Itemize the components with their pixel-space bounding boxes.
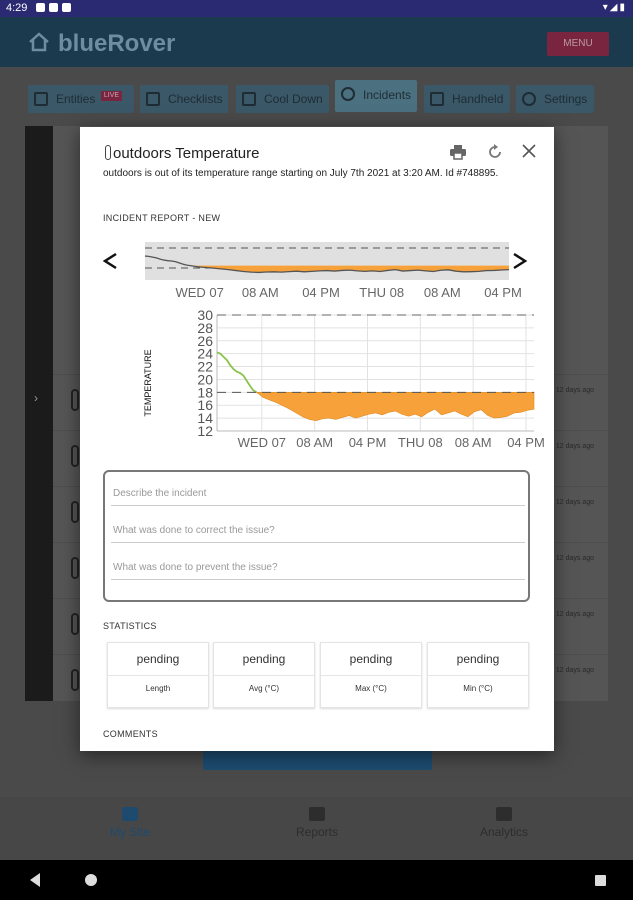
- y-tick-label: 28: [197, 319, 213, 336]
- bottom-nav: [0, 797, 633, 860]
- statistics-label: STATISTICS: [103, 621, 157, 631]
- system-status-icons: ▾◢▮: [602, 2, 627, 13]
- out-of-range-area: [257, 392, 534, 420]
- stat-card-min: [427, 642, 529, 708]
- y-tick-label: 12: [197, 423, 213, 439]
- nav-reports[interactable]: [257, 807, 377, 839]
- dialog-title: outdoors Temperature: [113, 145, 260, 162]
- refresh-icon[interactable]: [487, 144, 503, 160]
- thermometer-icon: [71, 389, 79, 411]
- navigator-x-tick-label: WED 07: [175, 285, 224, 300]
- stat-value: pending: [456, 652, 500, 666]
- navigator-x-tick-label: 04 PM: [484, 285, 522, 300]
- home-button-icon[interactable]: [85, 874, 97, 886]
- tab-label: Entities: [56, 92, 96, 106]
- nav-label: Analytics: [479, 825, 529, 839]
- list-item-time: 12 days ago: [555, 555, 594, 562]
- y-tick-label: 24: [197, 345, 213, 362]
- tab-incidents[interactable]: [335, 80, 417, 112]
- tab-label: Incidents: [363, 88, 412, 102]
- stat-value: pending: [349, 652, 393, 666]
- prevention-input[interactable]: What was done to prevent the issue?: [111, 550, 525, 580]
- home-icon: [122, 807, 138, 821]
- system-nav-bar: [0, 860, 633, 900]
- x-tick-label: WED 07: [237, 435, 287, 450]
- snowflake-icon: [242, 92, 256, 106]
- chart-navigator[interactable]: [105, 239, 525, 304]
- navigator-x-tick-label: 08 AM: [423, 285, 461, 300]
- thermometer-icon: [105, 145, 111, 160]
- y-axis-label: TEMPERATURE: [143, 349, 153, 417]
- gear-icon: [522, 92, 536, 106]
- close-icon[interactable]: [522, 144, 536, 158]
- handheld-icon: [430, 92, 444, 106]
- status-time: 4:29: [6, 2, 28, 14]
- x-tick-label: 04 PM: [507, 435, 545, 450]
- tab-handheld[interactable]: [424, 85, 510, 113]
- status-bar: [0, 0, 633, 17]
- thermometer-icon: [71, 613, 79, 635]
- tab-label: Settings: [544, 92, 588, 106]
- nav-analytics[interactable]: [444, 807, 564, 839]
- thermometer-icon: [71, 445, 79, 467]
- incident-form: [103, 470, 530, 602]
- navigator-x-tick-label: 08 AM: [241, 285, 279, 300]
- app-header: [0, 17, 633, 67]
- tab-checklists[interactable]: [140, 85, 228, 113]
- stat-label: Avg (°C): [248, 684, 280, 693]
- tab-label: Handheld: [452, 92, 504, 106]
- stat-value: pending: [242, 652, 286, 666]
- chevron-right-icon[interactable]: [514, 254, 525, 268]
- list-item-time: 12 days ago: [555, 499, 594, 506]
- print-icon[interactable]: [450, 145, 466, 159]
- back-icon[interactable]: [30, 873, 40, 887]
- sidebar-collapsed[interactable]: [25, 126, 53, 701]
- stat-label: Max (°C): [355, 684, 387, 693]
- navigator-x-tick-label: THU 08: [359, 285, 405, 300]
- stat-label: Min (°C): [463, 684, 493, 693]
- correction-input[interactable]: What was done to correct the issue?: [111, 513, 525, 543]
- y-tick-label: 18: [197, 384, 213, 401]
- list-item-time: 12 days ago: [555, 611, 594, 618]
- app-logo: blueRover: [58, 30, 176, 57]
- alert-icon: [341, 87, 355, 101]
- chart-icon: [496, 807, 512, 821]
- temperature-chart: [104, 307, 545, 459]
- y-tick-label: 22: [197, 358, 213, 375]
- x-tick-label: THU 08: [397, 435, 443, 450]
- x-tick-label: 08 AM: [296, 435, 334, 450]
- tab-bar: [0, 80, 633, 116]
- report-label: INCIDENT REPORT - NEW: [103, 213, 221, 223]
- list-item-time: 12 days ago: [555, 667, 594, 674]
- home-icon[interactable]: [28, 31, 50, 53]
- x-tick-label: 04 PM: [348, 435, 387, 450]
- incident-dialog: [80, 127, 554, 751]
- x-tick-label: 08 AM: [454, 435, 492, 450]
- thermometer-icon: [71, 669, 79, 691]
- tab-label: Cool Down: [264, 92, 323, 106]
- thermometer-icon: [71, 501, 79, 523]
- in-range-line: [217, 352, 257, 392]
- nav-label: Reports: [295, 825, 339, 839]
- stat-card-avg: [213, 642, 315, 708]
- y-tick-label: 20: [197, 371, 213, 388]
- y-tick-label: 16: [197, 397, 213, 414]
- describe-incident-input[interactable]: Describe the incident: [111, 476, 525, 506]
- tab-settings[interactable]: [516, 85, 594, 113]
- y-tick-label: 26: [197, 332, 213, 349]
- comments-label: COMMENTS: [103, 729, 158, 739]
- stat-card-max: [320, 642, 422, 708]
- list-icon: [146, 92, 160, 106]
- chevron-left-icon[interactable]: [105, 254, 116, 268]
- list-item-time: 12 days ago: [555, 387, 594, 394]
- tab-entities[interactable]: [28, 85, 134, 113]
- stat-card-length: [107, 642, 209, 708]
- stat-label: Length: [145, 684, 171, 693]
- navigator-x-tick-label: 04 PM: [302, 285, 340, 300]
- recents-icon[interactable]: [595, 875, 606, 886]
- nav-label: My Site: [109, 825, 150, 839]
- list-item-time: 12 days ago: [555, 443, 594, 450]
- monitor-icon: [34, 92, 48, 106]
- chevron-right-icon[interactable]: ›: [34, 391, 38, 405]
- y-tick-label: 14: [197, 410, 213, 427]
- dialog-description: outdoors is out of its temperature range starting on July 7th 2021 at 3:20 AM. Id #748895.: [103, 168, 499, 179]
- tab-label: Checklists: [168, 92, 223, 106]
- thermometer-icon: [71, 557, 79, 579]
- book-icon: [309, 807, 325, 821]
- menu-button[interactable]: MENU: [547, 32, 609, 56]
- tab-cool-down[interactable]: [236, 85, 329, 113]
- live-badge: LIVE: [101, 91, 122, 101]
- y-tick-label: 30: [197, 307, 213, 323]
- notification-icons: [36, 3, 71, 12]
- stat-value: pending: [136, 652, 180, 666]
- nav-my-site[interactable]: [70, 807, 190, 839]
